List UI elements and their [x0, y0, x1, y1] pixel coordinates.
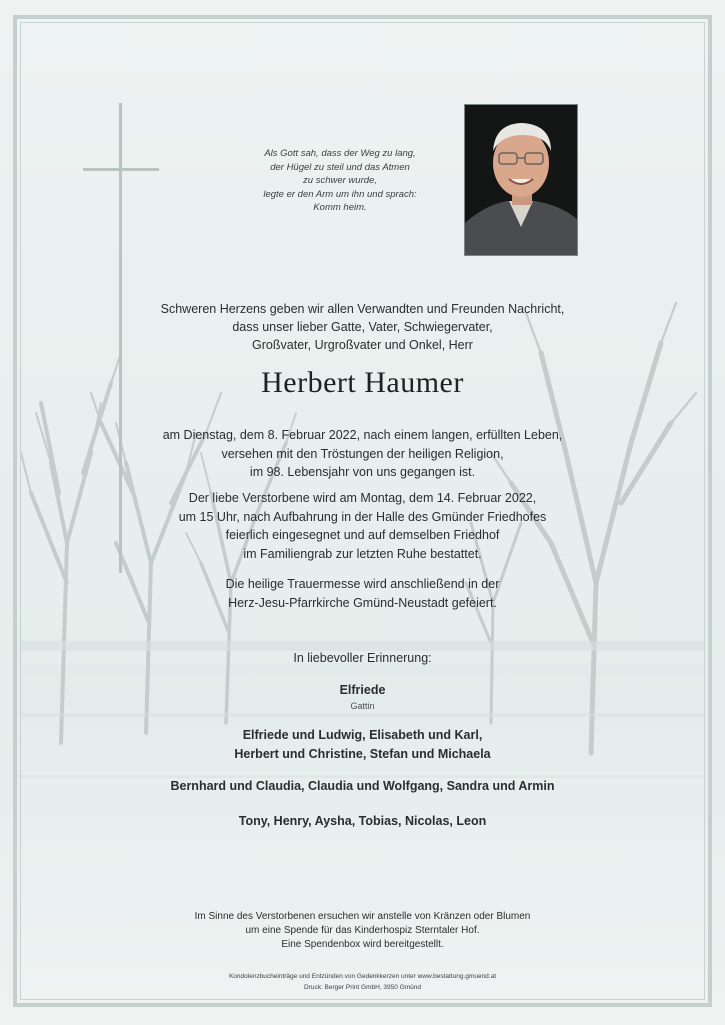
intro-text — [60, 300, 665, 354]
funeral-line: um 15 Uhr, nach Aufbahrung in der Halle des Gmünder Friedhofes — [178, 509, 547, 524]
donation-request — [60, 910, 665, 952]
intro-line: dass unser lieber Gatte, Vater, Schwiegervater, — [232, 320, 493, 334]
spouse-role: Gattin — [350, 701, 375, 711]
quote — [235, 147, 445, 215]
death-line: am Dienstag, dem 8. Februar 2022, nach einem langen, erfüllten Leben, — [162, 428, 563, 442]
footer-line: Druck: Berger Print GmbH, 3950 Gmünd — [303, 983, 422, 991]
intro-line: Großvater, Urgroßvater und Onkel, Herr — [252, 338, 473, 352]
mass-paragraph — [60, 575, 665, 612]
cross-bar — [83, 168, 159, 171]
funeral-line: Der liebe Verstorbene wird am Montag, dem 14. Februar 2022, — [188, 491, 537, 505]
deceased-name: Herbert Haumer — [261, 366, 464, 399]
children-line: Herbert und Christine, Stefan und Michaela — [234, 747, 491, 761]
grandchildren-names: Bernhard und Claudia, Claudia und Wolfgang, Sandra und Armin — [170, 779, 555, 793]
quote-line: zu schwer wurde, — [303, 175, 377, 186]
children-line: Elfriede und Ludwig, Elisabeth und Karl, — [242, 728, 483, 742]
portrait-icon — [465, 105, 577, 255]
funeral-line: im Familiengrab zur letzten Ruhe bestattet. — [243, 546, 482, 561]
portrait-photo — [464, 104, 578, 256]
donation-line: Im Sinne des Verstorbenen ersuchen wir anstelle von Kränzen oder Blumen — [194, 911, 531, 922]
intro-line: Schweren Herzens geben wir allen Verwandten und Freunden Nachricht, — [160, 302, 565, 316]
quote-line: der Hügel zu steil und das Atmen — [270, 161, 410, 173]
footer-line: Kondolenzbucheinträge und Entzünden von Gedenkkerzen unter www.bestattung.gmuend.at — [228, 973, 497, 980]
children-names — [60, 726, 665, 764]
funeral-line: feierlich eingesegnet und auf demselben Friedhof — [225, 528, 500, 542]
donation-line: Eine Spendenbox wird bereitgestellt. — [281, 939, 444, 950]
mass-line: Herz-Jesu-Pfarrkirche Gmünd-Neustadt gefeiert. — [228, 595, 497, 610]
footer — [60, 972, 665, 993]
great-grandchildren-names: Tony, Henry, Aysha, Tobias, Nicolas, Leon — [238, 814, 487, 828]
death-line: versehen mit den Tröstungen der heiligen Religion, — [221, 446, 504, 461]
quote-line: legte er den Arm um ihn und sprach: — [263, 188, 417, 200]
quote-line: Als Gott sah, dass der Weg zu lang, — [264, 148, 416, 159]
mass-line: Die heilige Trauermesse wird anschließend in der — [225, 577, 500, 591]
quote-line: Komm heim. — [313, 202, 367, 213]
funeral-paragraph — [60, 489, 665, 563]
death-paragraph — [60, 426, 665, 482]
spouse-name: Elfriede — [339, 683, 386, 697]
donation-line: um eine Spende für das Kinderhospiz Sterntaler Hof. — [245, 925, 480, 936]
memory-heading: In liebevoller Erinnerung: — [293, 651, 432, 665]
death-line: im 98. Lebensjahr von uns gegangen ist. — [249, 465, 476, 479]
